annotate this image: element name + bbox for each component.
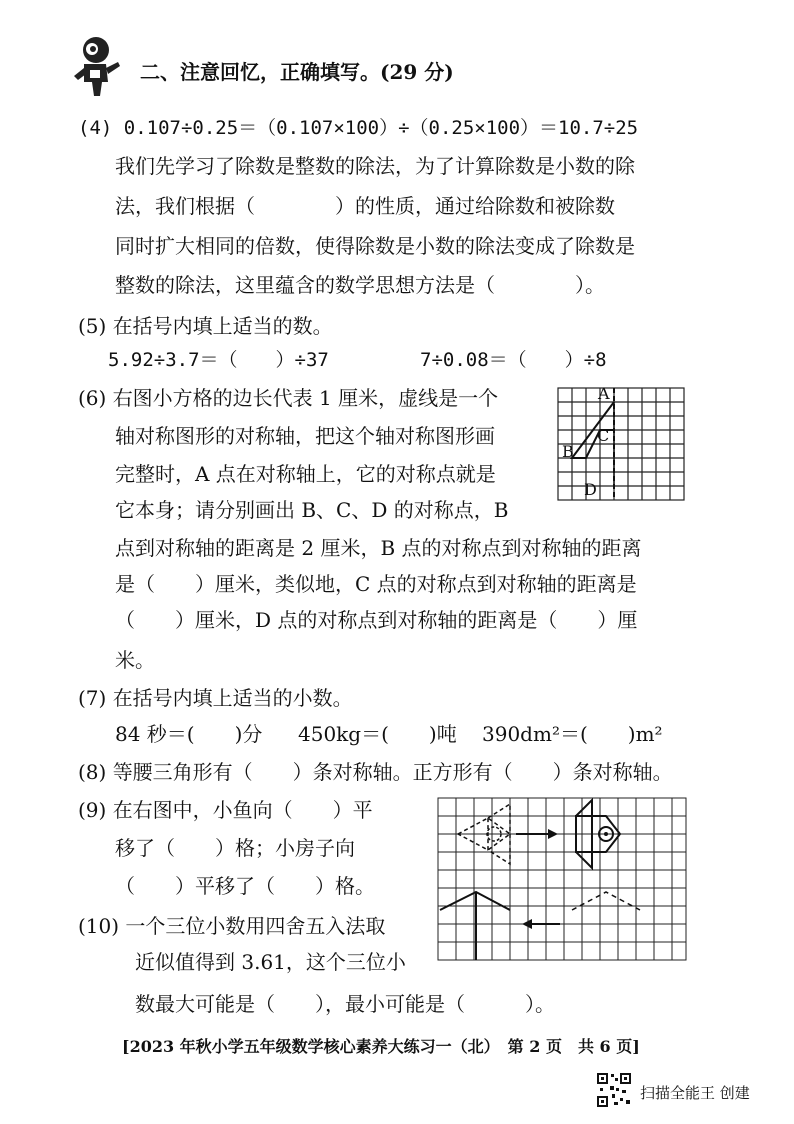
q4-line5: 整数的除法，这里蕴含的数学思想方法是（ ）。 [115, 273, 605, 297]
q6-line5: 点到对称轴的距离是 2 厘米，B 点的对称点到对称轴的距离 [115, 536, 642, 560]
point-label-d: D [584, 480, 597, 499]
q10-line1: (10) 一个三位小数用四舍五入法取 [78, 914, 386, 938]
q6-line4: 它本身；请分别画出 B、C、D 的对称点，B [115, 498, 509, 522]
section-title: 二、注意回忆，正确填写。(29 分) [140, 60, 454, 84]
page-footer: [2023 年秋小学五年级数学核心素养大练习一（北） 第 2 页 共 6 页] [122, 1037, 640, 1056]
q9-line2: 移了（ ）格；小房子向 [115, 836, 355, 860]
qr-code-icon [596, 1072, 632, 1108]
q5-expr1: 5.92÷3.7＝（ ）÷37 [108, 349, 329, 371]
cartoon-mascot-icon [72, 34, 122, 100]
point-label-c: C [597, 426, 610, 445]
translation-grid-figure [436, 796, 688, 962]
q6-line6: 是（ ）厘米，类似地，C 点的对称点到对称轴的距离是 [115, 572, 637, 596]
scanner-watermark: 扫描全能王 创建 [640, 1084, 750, 1102]
q4-line1: (4) 0.107÷0.25＝（0.107×100）÷（0.25×100）＝10.7÷25 [78, 117, 639, 139]
q5-line1: (5) 在括号内填上适当的数。 [78, 314, 333, 338]
q6-line8: 米。 [115, 648, 155, 672]
q7-expr1: 84 秒＝( )分 [115, 722, 263, 746]
q4-line4: 同时扩大相同的倍数，使得除数是小数的除法变成了除数是 [115, 234, 635, 258]
q6-line2: 轴对称图形的对称轴，把这个轴对称图形画 [115, 424, 495, 448]
point-label-b: B [562, 442, 574, 461]
q7-expr3: 390dm²＝( )m² [482, 722, 663, 746]
q6-line1: (6) 右图小方格的边长代表 1 厘米，虚线是一个 [78, 386, 499, 410]
q6-line3: 完整时，A 点在对称轴上，它的对称点就是 [115, 462, 496, 486]
q8-line1: (8) 等腰三角形有（ ）条对称轴。正方形有（ ）条对称轴。 [78, 760, 673, 784]
q4-line2: 我们先学习了除数是整数的除法，为了计算除数是小数的除 [115, 154, 635, 178]
q10-line2: 近似值得到 3.61，这个三位小 [135, 950, 406, 974]
symmetry-grid-figure [556, 386, 686, 502]
point-label-a: A [598, 384, 610, 403]
q9-line3: （ ）平移了（ ）格。 [115, 874, 375, 898]
q4-line3: 法，我们根据（ ）的性质，通过给除数和被除数 [115, 194, 615, 218]
q7-line1: (7) 在括号内填上适当的小数。 [78, 686, 353, 710]
q10-line3: 数最大可能是（ ），最小可能是（ ）。 [135, 992, 555, 1016]
q9-line1: (9) 在右图中，小鱼向（ ）平 [78, 798, 373, 822]
q6-line7: （ ）厘米，D 点的对称点到对称轴的距离是（ ）厘 [115, 608, 638, 632]
q7-expr2: 450kg＝( )吨 [298, 722, 457, 746]
q5-expr2: 7÷0.08＝（ ）÷8 [420, 349, 607, 371]
